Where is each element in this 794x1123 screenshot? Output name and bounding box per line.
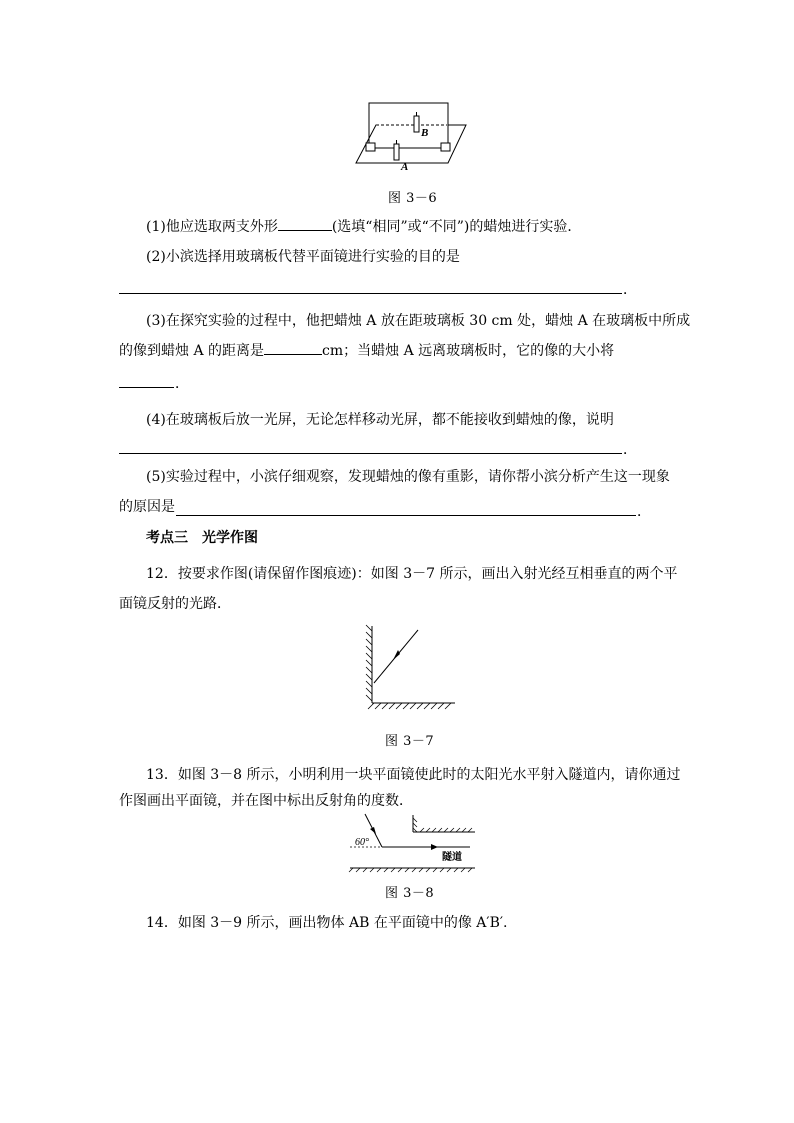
vertical-mirror-hatching: [366, 625, 372, 701]
answer-blank-3a[interactable]: [264, 340, 322, 355]
q11-part2: (2)小滨选择用玻璃板代替平面镜进行实验的目的是: [146, 249, 460, 265]
section-title: 考点三 光学作图: [146, 530, 258, 546]
support-left: [366, 143, 375, 151]
support-right: [441, 143, 450, 151]
answer-blank-1[interactable]: [278, 216, 332, 231]
period-5: ．: [637, 504, 651, 520]
q11-part1: (1)他应选取两支外形 (选填“相同”或“不同”)的蜡烛进行实验．: [146, 212, 676, 242]
q11-part4: (4)在玻璃板后放一光屏，无论怎样移动光屏，都不能接收到蜡烛的像，说明: [146, 412, 614, 428]
q11-part5-line1: (5)实验过程中，小滨仔细观察，发现蜡烛的像有重影，请你帮小滨分析产生这一现象: [146, 469, 670, 485]
ground-hatching: [349, 868, 472, 872]
answer-line-5[interactable]: [176, 515, 636, 516]
q11-part5-line2: 的原因是: [119, 499, 175, 515]
q12-line1: 12．按要求作图(请保留作图痕迹)：如图 3－7 所示，画出入射光经互相垂直的两个平: [146, 566, 678, 582]
q13-line1: 13．如图 3－8 所示，小明利用一块平面镜使此时的太阳光水平射入隧道内，请你通过: [146, 767, 681, 783]
sunlight-ray-arrow: [370, 827, 376, 834]
label-a: A: [401, 161, 409, 172]
period-2: ．: [623, 282, 637, 298]
figure-3-7-caption: 图 3－7: [385, 734, 435, 749]
label-b: B: [421, 127, 429, 139]
horizontal-ray-arrow: [431, 844, 438, 850]
incident-ray-arrow: [393, 650, 400, 660]
q13-line2: 作图画出平面镜，并在图中标出反射角的度数．: [119, 793, 413, 809]
candle-a: [394, 144, 399, 160]
figure-3-6: [350, 100, 470, 172]
figure-3-6-caption: 图 3－6: [388, 191, 438, 206]
q11-part3-line1: (3)在探究实验的过程中，他把蜡烛 A 放在距玻璃板 30 cm 处，蜡烛 A 在玻璃板中所成: [146, 313, 691, 329]
figure-3-8-caption: 图 3－8: [385, 886, 435, 901]
period-3: ．: [175, 376, 189, 392]
period-4: ．: [623, 442, 637, 458]
q11-part3-line2: 的像到蜡烛 A 的距离是 cm；当蜡烛 A 远离玻璃板时，它的像的大小将: [119, 336, 649, 366]
horizontal-mirror-hatching: [368, 703, 451, 709]
candle-b: [414, 116, 419, 132]
figure-3-7: [360, 623, 460, 713]
answer-line-3b[interactable]: [119, 387, 174, 388]
q14-line1: 14．如图 3－9 所示，画出物体 AB 在平面镜中的像 A′B′.: [146, 915, 508, 931]
angle-label: 60°: [355, 837, 369, 848]
tunnel-label: 隧道: [442, 852, 462, 863]
figure-3-8: [345, 812, 480, 874]
answer-line-4[interactable]: [119, 453, 622, 454]
q12-line2: 面镜反射的光路．: [119, 596, 231, 612]
answer-line-2[interactable]: [119, 293, 622, 294]
